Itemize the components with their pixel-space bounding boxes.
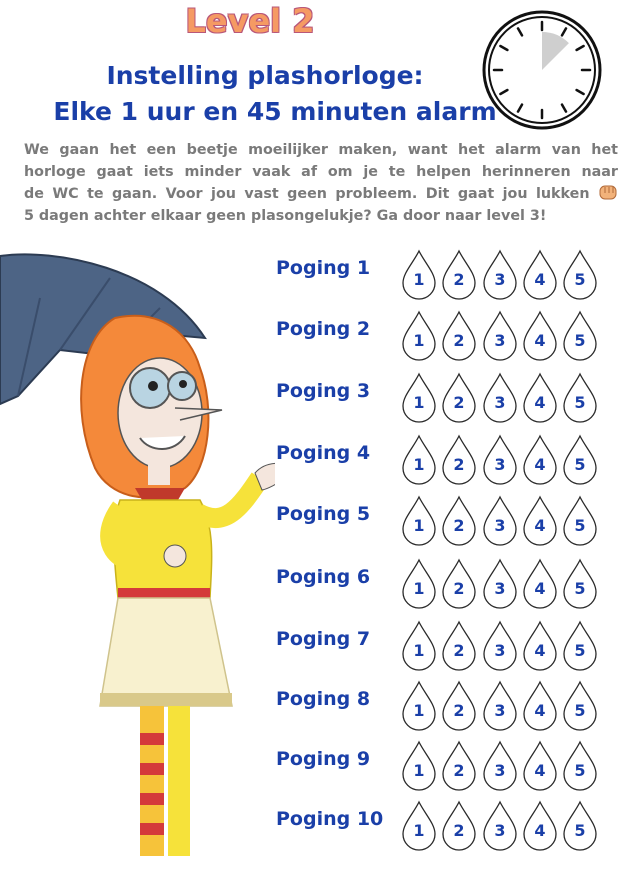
day-drop[interactable] bbox=[522, 620, 558, 670]
day-drop[interactable] bbox=[441, 558, 477, 608]
day-drop[interactable] bbox=[441, 310, 477, 360]
day-number: 4 bbox=[534, 579, 546, 598]
day-drop[interactable] bbox=[562, 620, 598, 670]
instructions-line-1: We gaan het een beetje moeilijker maken, want het alarm van het bbox=[24, 142, 618, 158]
day-number: 1 bbox=[413, 331, 425, 350]
day-drop[interactable] bbox=[562, 800, 598, 850]
day-drop[interactable] bbox=[562, 558, 598, 608]
day-number: 5 bbox=[574, 701, 586, 720]
day-number: 3 bbox=[494, 331, 506, 350]
day-drop[interactable] bbox=[562, 372, 598, 422]
day-number: 2 bbox=[453, 821, 465, 840]
day-number: 3 bbox=[494, 701, 506, 720]
day-drop[interactable] bbox=[441, 249, 477, 299]
day-number: 4 bbox=[534, 455, 546, 474]
day-number: 1 bbox=[413, 761, 425, 780]
day-drop[interactable] bbox=[562, 740, 598, 790]
day-drop[interactable] bbox=[562, 249, 598, 299]
day-number: 3 bbox=[494, 641, 506, 660]
day-drop[interactable] bbox=[441, 434, 477, 484]
day-number: 4 bbox=[534, 761, 546, 780]
day-number: 4 bbox=[534, 516, 546, 535]
day-number: 3 bbox=[494, 761, 506, 780]
day-number: 1 bbox=[413, 641, 425, 660]
day-drop[interactable] bbox=[441, 800, 477, 850]
day-number: 4 bbox=[534, 821, 546, 840]
day-drop[interactable] bbox=[562, 434, 598, 484]
day-drop[interactable] bbox=[441, 372, 477, 422]
day-number: 5 bbox=[574, 393, 586, 412]
day-drop[interactable] bbox=[401, 558, 437, 608]
day-number: 1 bbox=[413, 701, 425, 720]
instructions-line-2: horloge gaat iets minder vaak af om je te helpen herinneren naar bbox=[24, 163, 618, 180]
day-drop[interactable] bbox=[482, 495, 518, 545]
day-drop[interactable] bbox=[482, 680, 518, 730]
day-number: 5 bbox=[574, 579, 586, 598]
day-number: 3 bbox=[494, 516, 506, 535]
day-number: 3 bbox=[494, 579, 506, 598]
day-number: 2 bbox=[453, 579, 465, 598]
day-drop[interactable] bbox=[482, 620, 518, 670]
day-number: 3 bbox=[494, 821, 506, 840]
day-number: 1 bbox=[413, 821, 425, 840]
day-drop[interactable] bbox=[401, 680, 437, 730]
day-number: 4 bbox=[534, 701, 546, 720]
attempt-label: Poging 4 bbox=[276, 442, 371, 464]
day-drop[interactable] bbox=[401, 434, 437, 484]
attempt-label: Poging 5 bbox=[276, 503, 371, 525]
instructions-line-3-text: de WC te gaan. Voor jou vast geen probleem. Dit gaat jou lukken bbox=[24, 186, 590, 202]
day-drop[interactable] bbox=[522, 249, 558, 299]
attempt-label: Poging 9 bbox=[276, 748, 371, 770]
day-number: 3 bbox=[494, 270, 506, 289]
day-drop[interactable] bbox=[482, 740, 518, 790]
day-drop[interactable] bbox=[522, 310, 558, 360]
fist-bump-icon bbox=[598, 183, 618, 201]
attempt-label: Poging 1 bbox=[276, 257, 371, 279]
day-drop[interactable] bbox=[562, 495, 598, 545]
day-drop[interactable] bbox=[401, 800, 437, 850]
day-drop[interactable] bbox=[562, 680, 598, 730]
day-number: 4 bbox=[534, 641, 546, 660]
day-drop[interactable] bbox=[441, 740, 477, 790]
day-drop[interactable] bbox=[522, 800, 558, 850]
day-drop[interactable] bbox=[401, 740, 437, 790]
day-drop[interactable] bbox=[482, 372, 518, 422]
day-number: 2 bbox=[453, 761, 465, 780]
day-drop[interactable] bbox=[522, 495, 558, 545]
day-drop[interactable] bbox=[522, 372, 558, 422]
day-number: 1 bbox=[413, 516, 425, 535]
day-number: 5 bbox=[574, 331, 586, 350]
day-number: 5 bbox=[574, 821, 586, 840]
day-drop[interactable] bbox=[401, 620, 437, 670]
day-number: 3 bbox=[494, 455, 506, 474]
day-number: 2 bbox=[453, 270, 465, 289]
day-number: 1 bbox=[413, 455, 425, 474]
day-drop[interactable] bbox=[482, 249, 518, 299]
day-number: 2 bbox=[453, 641, 465, 660]
day-number: 1 bbox=[413, 579, 425, 598]
day-drop[interactable] bbox=[522, 434, 558, 484]
day-drop[interactable] bbox=[482, 310, 518, 360]
day-drop[interactable] bbox=[401, 372, 437, 422]
day-number: 5 bbox=[574, 641, 586, 660]
attempt-label: Poging 10 bbox=[276, 808, 384, 830]
day-number: 2 bbox=[453, 701, 465, 720]
day-drop[interactable] bbox=[482, 800, 518, 850]
day-number: 4 bbox=[534, 270, 546, 289]
day-number: 5 bbox=[574, 455, 586, 474]
day-number: 5 bbox=[574, 270, 586, 289]
attempt-label: Poging 7 bbox=[276, 628, 371, 650]
attempt-label: Poging 6 bbox=[276, 566, 371, 588]
day-drop[interactable] bbox=[522, 558, 558, 608]
instructions-line-3 bbox=[24, 183, 618, 206]
attempt-label: Poging 8 bbox=[276, 688, 371, 710]
page-title-line1: Instelling plashorloge: bbox=[106, 61, 424, 90]
day-number: 1 bbox=[413, 270, 425, 289]
day-number: 1 bbox=[413, 393, 425, 412]
clock-icon bbox=[478, 10, 608, 134]
day-number: 2 bbox=[453, 393, 465, 412]
attempt-label: Poging 2 bbox=[276, 318, 371, 340]
day-number: 2 bbox=[453, 455, 465, 474]
day-number: 5 bbox=[574, 516, 586, 535]
day-drop[interactable] bbox=[441, 620, 477, 670]
day-drop[interactable] bbox=[482, 558, 518, 608]
day-drop[interactable] bbox=[522, 740, 558, 790]
day-number: 4 bbox=[534, 331, 546, 350]
girl-with-umbrella-illustration bbox=[0, 238, 275, 873]
day-drop[interactable] bbox=[441, 680, 477, 730]
instructions-text bbox=[24, 140, 618, 227]
day-drop[interactable] bbox=[401, 495, 437, 545]
day-drop[interactable] bbox=[482, 434, 518, 484]
day-drop[interactable] bbox=[562, 310, 598, 360]
day-drop[interactable] bbox=[401, 249, 437, 299]
day-number: 2 bbox=[453, 331, 465, 350]
day-number: 3 bbox=[494, 393, 506, 412]
day-number: 5 bbox=[574, 761, 586, 780]
page-title-line2: Elke 1 uur en 45 minuten alarm bbox=[53, 97, 497, 126]
day-number: 4 bbox=[534, 393, 546, 412]
day-drop[interactable] bbox=[401, 310, 437, 360]
day-drop[interactable] bbox=[522, 680, 558, 730]
day-drop[interactable] bbox=[441, 495, 477, 545]
attempt-label: Poging 3 bbox=[276, 380, 371, 402]
day-number: 2 bbox=[453, 516, 465, 535]
instructions-line-4: 5 dagen achter elkaar geen plasongelukje? Ga door naar level 3! bbox=[24, 207, 547, 224]
level-heading: Level 2 bbox=[185, 2, 315, 40]
